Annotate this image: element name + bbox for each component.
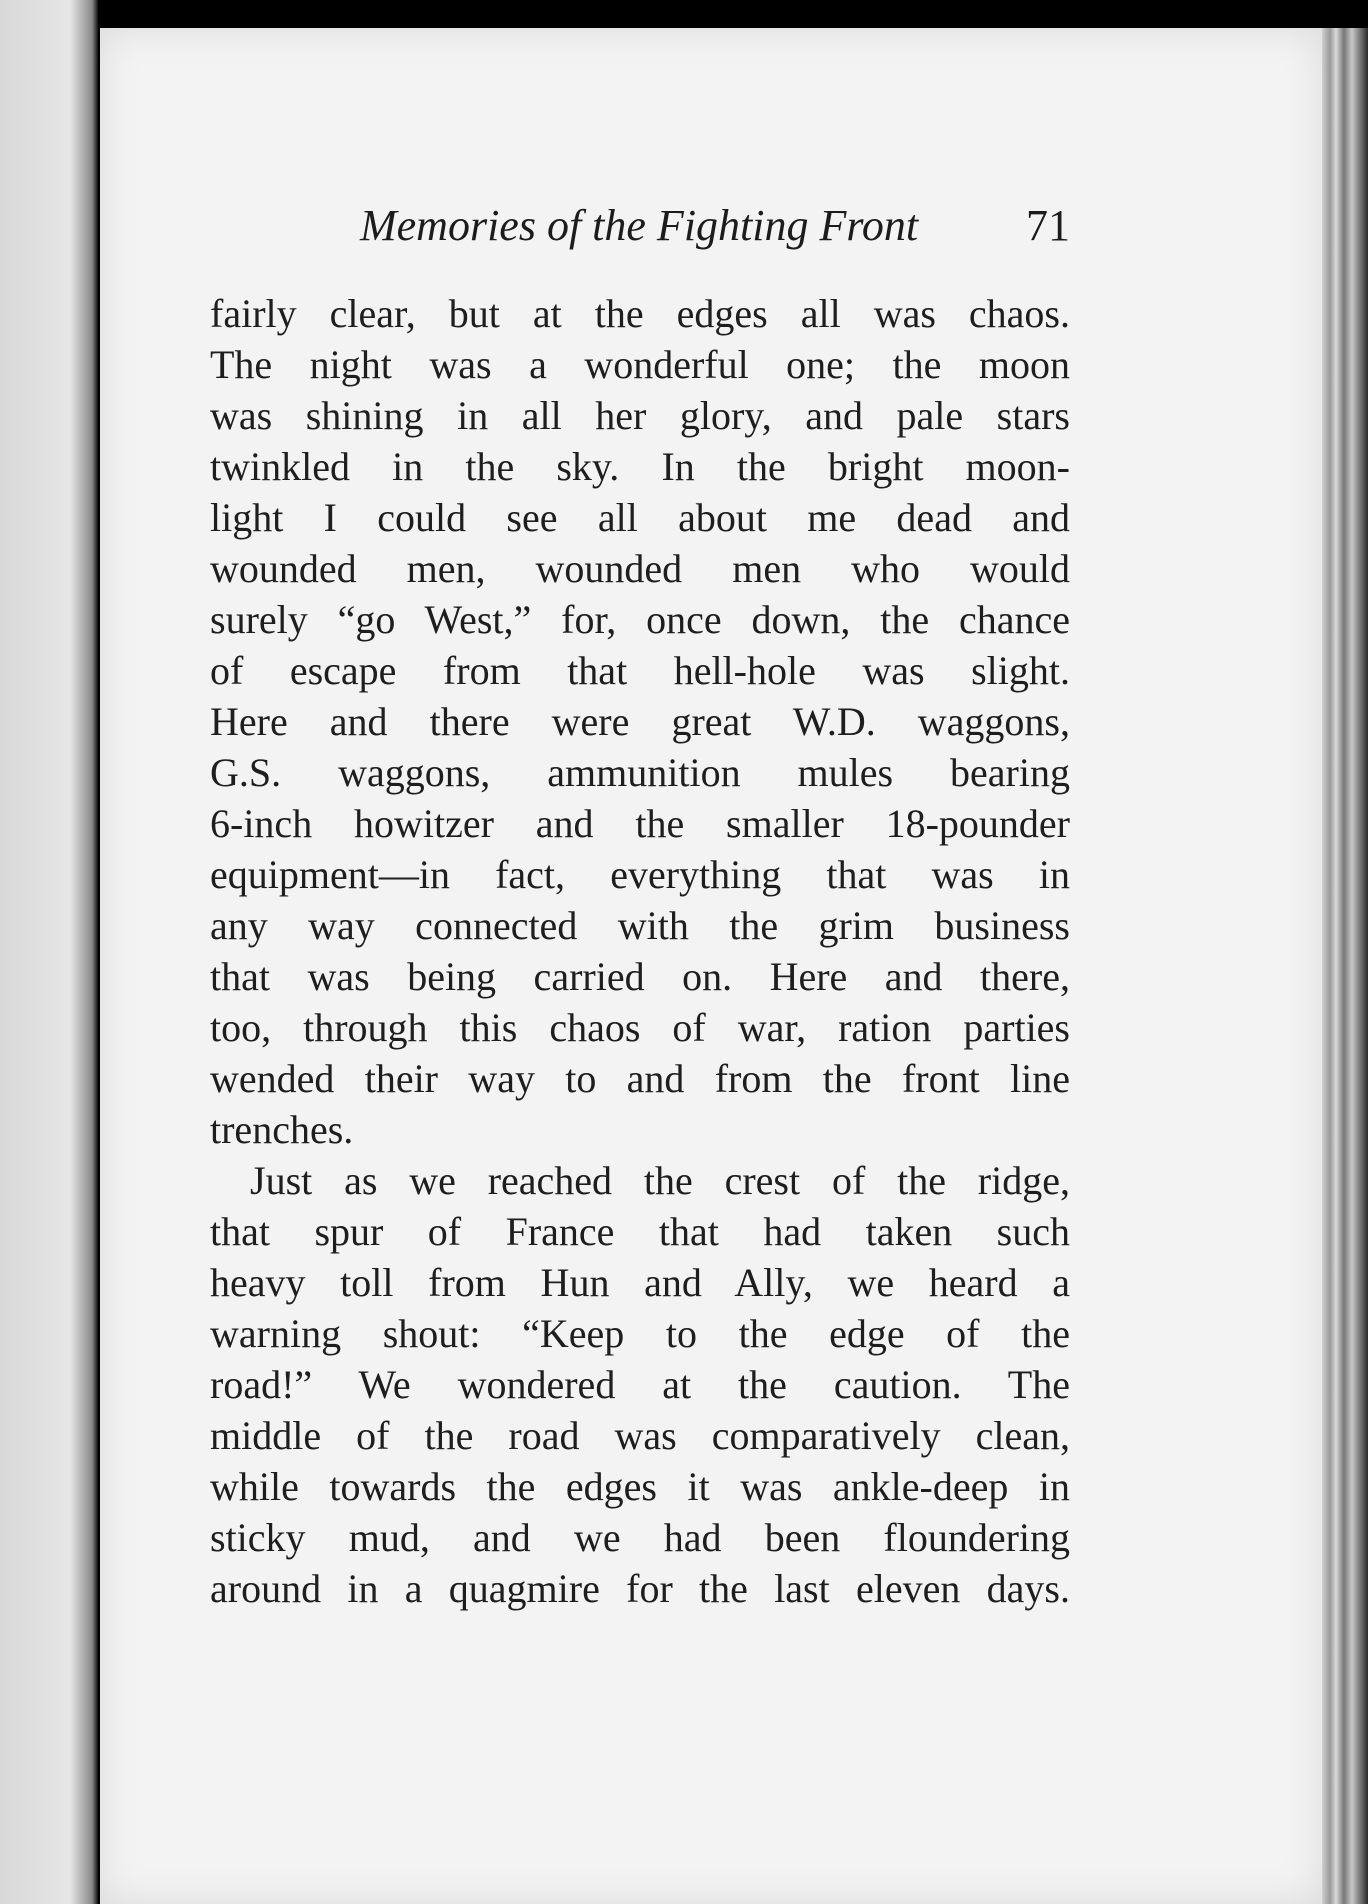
text-line: while towards the edges it was ankle-deep in [210,1464,1070,1509]
text-line: The night was a wonderful one; the moon [210,342,1070,387]
text-line: any way connected with the grim business [210,903,1070,948]
paragraph-2 [210,1155,1070,1614]
text-line: surely “go West,” for, once down, the chance [210,597,1070,642]
scan-left-margin [0,0,98,1904]
text-line: G.S. waggons, ammunition mules bearing [210,750,1070,795]
text-line: trenches. [210,1107,354,1152]
text-line: that was being carried on. Here and there, [210,954,1070,999]
text-line: Just as we reached the crest of the ridge, [250,1158,1070,1203]
text-line: fairly clear, but at the edges all was chaos. [210,291,1070,336]
text-line: twinkled in the sky. In the bright moon- [210,444,1070,489]
text-line: 6-inch howitzer and the smaller 18-pounder [210,801,1070,846]
text-line: wounded men, wounded men who would [210,546,1070,591]
page-edges [1322,28,1368,1904]
text-line: heavy toll from Hun and Ally, we heard a [210,1260,1070,1305]
text-line: around in a quagmire for the last eleven days. [210,1566,1070,1611]
text-line: that spur of France that had taken such [210,1209,1070,1254]
text-line: road!” We wondered at the caution. The [210,1362,1070,1407]
text-line: light I could see all about me dead and [210,495,1070,540]
page-number: 71 [1026,201,1070,250]
text-line: middle of the road was comparatively clean, [210,1413,1070,1458]
text-line: of escape from that hell-hole was slight. [210,648,1070,693]
text-line: warning shout: “Keep to the edge of the [210,1311,1070,1356]
text-line: wended their way to and from the front line [210,1056,1070,1101]
page-header [360,200,1070,260]
body-text [210,288,1070,1614]
text-line: equipment—in fact, everything that was in [210,852,1070,897]
paragraph-1 [210,288,1070,1155]
running-title: Memories of the Fighting Front [360,201,919,250]
text-line: Here and there were great W.D. waggons, [210,699,1070,744]
text-line: sticky mud, and we had been floundering [210,1515,1070,1560]
text-line: too, through this chaos of war, ration parties [210,1005,1070,1050]
text-line: was shining in all her glory, and pale stars [210,393,1070,438]
